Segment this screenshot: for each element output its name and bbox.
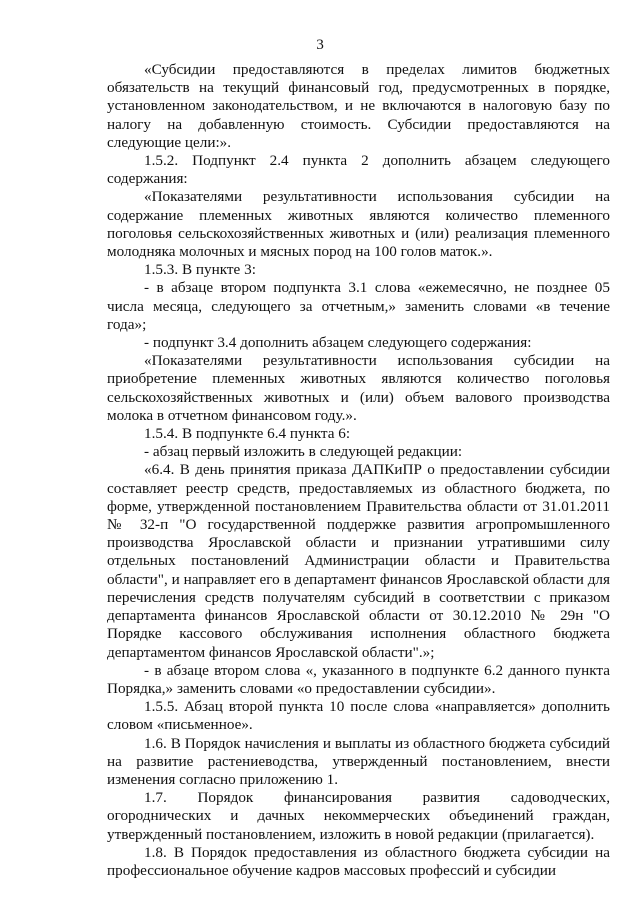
paragraph-first-paragraph-wording: - абзац первый изложить в следующей редакции:	[144, 443, 463, 461]
paragraph-3-1-amendment: - в абзаце втором подпункта 3.1 слова «ежемесячно, не позднее 05 числа месяца, следующего за отчетным,» заменить словами «в течение года»;	[107, 279, 610, 333]
paragraph-1-5-3: 1.5.3. В пункте 3:	[144, 261, 256, 279]
paragraph-1-7: 1.7. Порядок финансирования развития садоводческих, огороднических и дачных некоммерческих объединений граждан, утвержденный постановлением, изложить в новой редакции (прилагается).	[107, 789, 610, 843]
paragraph-1-5-4: 1.5.4. В подпункте 6.4 пункта 6:	[144, 425, 351, 443]
paragraph-6-4-quote: «6.4. В день принятия приказа ДАПКиПР о предоставлении субсидии составляет реестр средств, предоставляемых из областного бюджета, по форме, утвержденной постановлением Правительства области от 31.01.2011 № 32-п "О государственной поддержке развития агропромышленного производства Ярославской области и признании утратившими силу отдельных постановлений Администрации области и Правительства области", и направляет его в департамент финансов Ярославской области для перечисления средств получателям субсидий в соответствии с приказом департамента финансов Ярославской области от 30.12.2010 № 29н "О Порядке кассового обслуживания исполнения областного бюджета департаментом финансов Ярославской области".»;	[107, 461, 610, 661]
paragraph-1-6: 1.6. В Порядок начисления и выплаты из областного бюджета субсидий на развитие растениеводства, утвержденный постановлением, внести изменения согласно приложению 1.	[107, 734, 610, 788]
page-number: 3	[316, 36, 324, 53]
paragraph-breeding-indicators-quote: «Показателями результативности использования субсидии на содержание племенных животных являются количество племенного поголовья сельскохозяйственных животных и (или) реализация племенного молодняка молочных и мясных пород на 100 голов маток.».	[107, 188, 610, 261]
paragraph-1-5-2: 1.5.2. Подпункт 2.4 пункта 2 дополнить абзацем следующего содержания:	[107, 152, 610, 188]
paragraph-1-5-5: 1.5.5. Абзац второй пункта 10 после слова «направляется» дополнить словом «письменное».	[107, 698, 610, 734]
paragraph-1-8: 1.8. В Порядок предоставления из областного бюджета субсидии на профессиональное обучение кадров массовых профессий и субсидии	[107, 843, 610, 879]
document-body	[107, 61, 610, 880]
paragraph-second-paragraph-replace: - в абзаце втором слова «, указанного в подпункте 6.2 данного пункта Порядка,» заменить словами «о предоставлении субсидии».	[107, 661, 610, 697]
paragraph-3-4-amendment: - подпункт 3.4 дополнить абзацем следующего содержания:	[144, 334, 532, 352]
paragraph-purchase-indicators-quote: «Показателями результативности использования субсидии на приобретение племенных животных являются количество поголовья сельскохозяйственных животных и (или) объем валового производства молока в отчетном финансовом году.».	[107, 352, 610, 424]
paragraph-subsidies-quote: «Субсидии предоставляются в пределах лимитов бюджетных обязательств на текущий финансовый год, предусмотренных в порядке, установленном законодательством, и не включаются в налоговую базу по налогу на добавленную стоимость. Субсидии предоставляются на следующие цели:».	[107, 61, 610, 151]
